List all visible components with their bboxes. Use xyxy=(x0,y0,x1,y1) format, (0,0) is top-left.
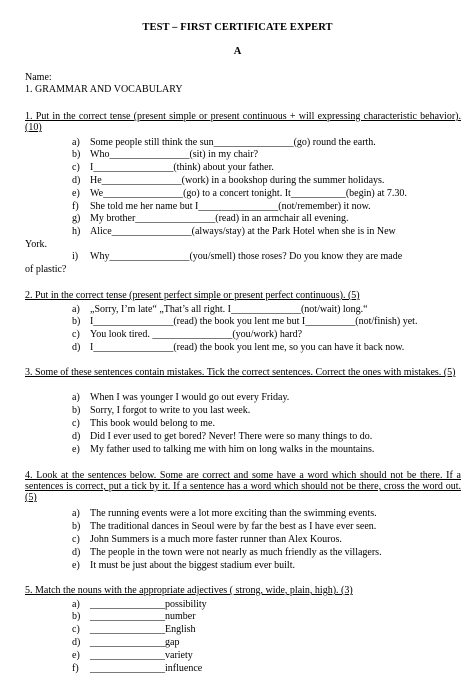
s5-item-e xyxy=(72,650,193,661)
item-letter: a) xyxy=(72,304,80,315)
item-text: _______________English xyxy=(90,624,196,635)
s1-item-c xyxy=(72,162,274,173)
item-text: The traditional dances in Seoul were by far the best as I have ever seen. xyxy=(90,521,377,532)
item-letter: d) xyxy=(72,547,81,558)
item-letter: h) xyxy=(72,226,81,237)
s4-item-c xyxy=(72,534,342,545)
s3-item-c xyxy=(72,418,215,429)
item-text: Who________________(sit) in my chair? xyxy=(90,149,259,160)
s1-item-a xyxy=(72,137,376,148)
s4-item-a xyxy=(72,508,377,519)
item-text: My brother________________(read) in an armchair all evening. xyxy=(90,213,349,224)
item-letter: e) xyxy=(72,444,80,455)
section-1-instruction: 1. Put in the correct tense (present simple or present continuous + will expressing characteristic behavior). (10) xyxy=(25,111,461,133)
item-text: _______________gap xyxy=(90,637,180,648)
s4-item-d xyxy=(72,547,382,558)
section-4-instruction: 4. Look at the sentences below. Some are correct and some have a word which should not be there. If a sentences is correct, put a tick by it. If a sentence has a word which should not be there, cross the word out. (5) xyxy=(25,470,461,503)
s1-item-h-continuation: York. xyxy=(25,239,48,250)
item-text: _______________influence xyxy=(90,663,203,674)
item-text: Some people still think the sun________________(go) round the earth. xyxy=(90,137,376,148)
s5-item-c xyxy=(72,624,196,635)
s3-item-b xyxy=(72,405,250,416)
item-letter: f) xyxy=(72,201,79,212)
item-text: You look tired. ________________(you/work) hard? xyxy=(90,329,303,340)
item-text: It must be just about the biggest stadium ever built. xyxy=(90,560,295,571)
s1-item-g xyxy=(72,213,349,224)
item-text: _______________variety xyxy=(90,650,193,661)
s1-item-d xyxy=(72,175,384,186)
item-text: I________________(read) the book you lent me but I__________(not/finish) yet. xyxy=(90,316,418,327)
item-letter: f) xyxy=(72,663,79,674)
item-text: I________________(think) about your father. xyxy=(90,162,274,173)
s2-item-d xyxy=(72,342,404,353)
item-letter: d) xyxy=(72,431,81,442)
s3-item-e xyxy=(72,444,374,455)
s5-item-a xyxy=(72,599,207,610)
s1-item-h xyxy=(72,226,396,237)
s5-item-b xyxy=(72,611,196,622)
item-letter: a) xyxy=(72,137,80,148)
s2-item-b xyxy=(72,316,417,327)
item-letter: c) xyxy=(72,624,80,635)
item-text: This book would belong to me. xyxy=(90,418,215,429)
s3-item-d xyxy=(72,431,372,442)
item-text: _______________possibility xyxy=(90,599,207,610)
section-3-instruction: 3. Some of these sentences contain mistakes. Tick the correct sentences. Correct the ones with mistakes. (5) xyxy=(25,367,456,378)
item-text: We________________(go) to a concert tonight. It___________(begin) at 7.30. xyxy=(90,188,407,199)
s4-item-e xyxy=(72,560,295,571)
s4-item-b xyxy=(72,521,376,532)
s1-item-f xyxy=(72,201,371,212)
item-text: He________________(work) in a bookshop during the summer holidays. xyxy=(90,175,385,186)
item-text: My father used to talking me with him on long walks in the mountains. xyxy=(90,444,375,455)
s1-item-b xyxy=(72,149,258,160)
item-text: John Summers is a much more faster runner than Alex Kouros. xyxy=(90,534,342,545)
s2-item-a xyxy=(72,304,368,315)
s5-item-d xyxy=(72,637,179,648)
item-letter: b) xyxy=(72,611,81,622)
s3-item-a xyxy=(72,392,289,403)
name-label: Name: xyxy=(25,72,52,83)
item-letter: c) xyxy=(72,418,80,429)
item-text: Did I ever used to get bored? Never! There were so many things to do. xyxy=(90,431,373,442)
s5-item-f xyxy=(72,663,202,674)
item-text: Alice________________(always/stay) at the Park Hotel when she is in New xyxy=(90,226,396,237)
item-letter: e) xyxy=(72,560,80,571)
item-letter: b) xyxy=(72,149,81,160)
item-letter: a) xyxy=(72,599,80,610)
item-text: _______________number xyxy=(90,611,196,622)
s1-item-e xyxy=(72,188,407,199)
item-letter: a) xyxy=(72,508,80,519)
item-text: The people in the town were not nearly as much friendly as the villagers. xyxy=(90,547,382,558)
item-letter: c) xyxy=(72,329,80,340)
item-text: Why________________(you/smell) those roses? Do you know they are made xyxy=(90,251,403,262)
item-letter: b) xyxy=(72,405,81,416)
s1-item-i xyxy=(72,251,402,262)
item-letter: b) xyxy=(72,316,81,327)
item-letter: e) xyxy=(72,188,80,199)
variant-label: A xyxy=(233,46,242,57)
section-5-instruction: 5. Match the nouns with the appropriate adjectives ( strong, wide, plain, high). (3) xyxy=(25,585,353,596)
page-title: TEST – FIRST CERTIFICATE EXPERT xyxy=(142,22,333,33)
item-letter: b) xyxy=(72,521,81,532)
item-letter: a) xyxy=(72,392,80,403)
item-letter: c) xyxy=(72,534,80,545)
item-text: „Sorry, I’m late“ „That’s all right. I______________(not/wait) long.“ xyxy=(90,304,368,315)
section-2-instruction: 2. Put in the correct tense (present perfect simple or present perfect continuous). (5) xyxy=(25,290,360,301)
item-letter: d) xyxy=(72,342,81,353)
item-letter: d) xyxy=(72,175,81,186)
item-letter: d) xyxy=(72,637,81,648)
item-letter: e) xyxy=(72,650,80,661)
item-text: When I was younger I would go out every Friday. xyxy=(90,392,290,403)
item-letter: c) xyxy=(72,162,80,173)
item-text: Sorry, I forgot to write to you last week. xyxy=(90,405,251,416)
s2-item-c xyxy=(72,329,302,340)
item-text: The running events were a lot more exciting than the swimming events. xyxy=(90,508,377,519)
item-letter: g) xyxy=(72,213,81,224)
item-text: She told me her name but I________________(not/remember) it now. xyxy=(90,201,371,212)
item-text: I________________(read) the book you lent me, so you can have it back now. xyxy=(90,342,405,353)
item-letter: i) xyxy=(72,251,79,262)
s1-item-i-continuation: of plastic? xyxy=(25,264,67,275)
section-heading: 1. GRAMMAR AND VOCABULARY xyxy=(25,84,183,95)
